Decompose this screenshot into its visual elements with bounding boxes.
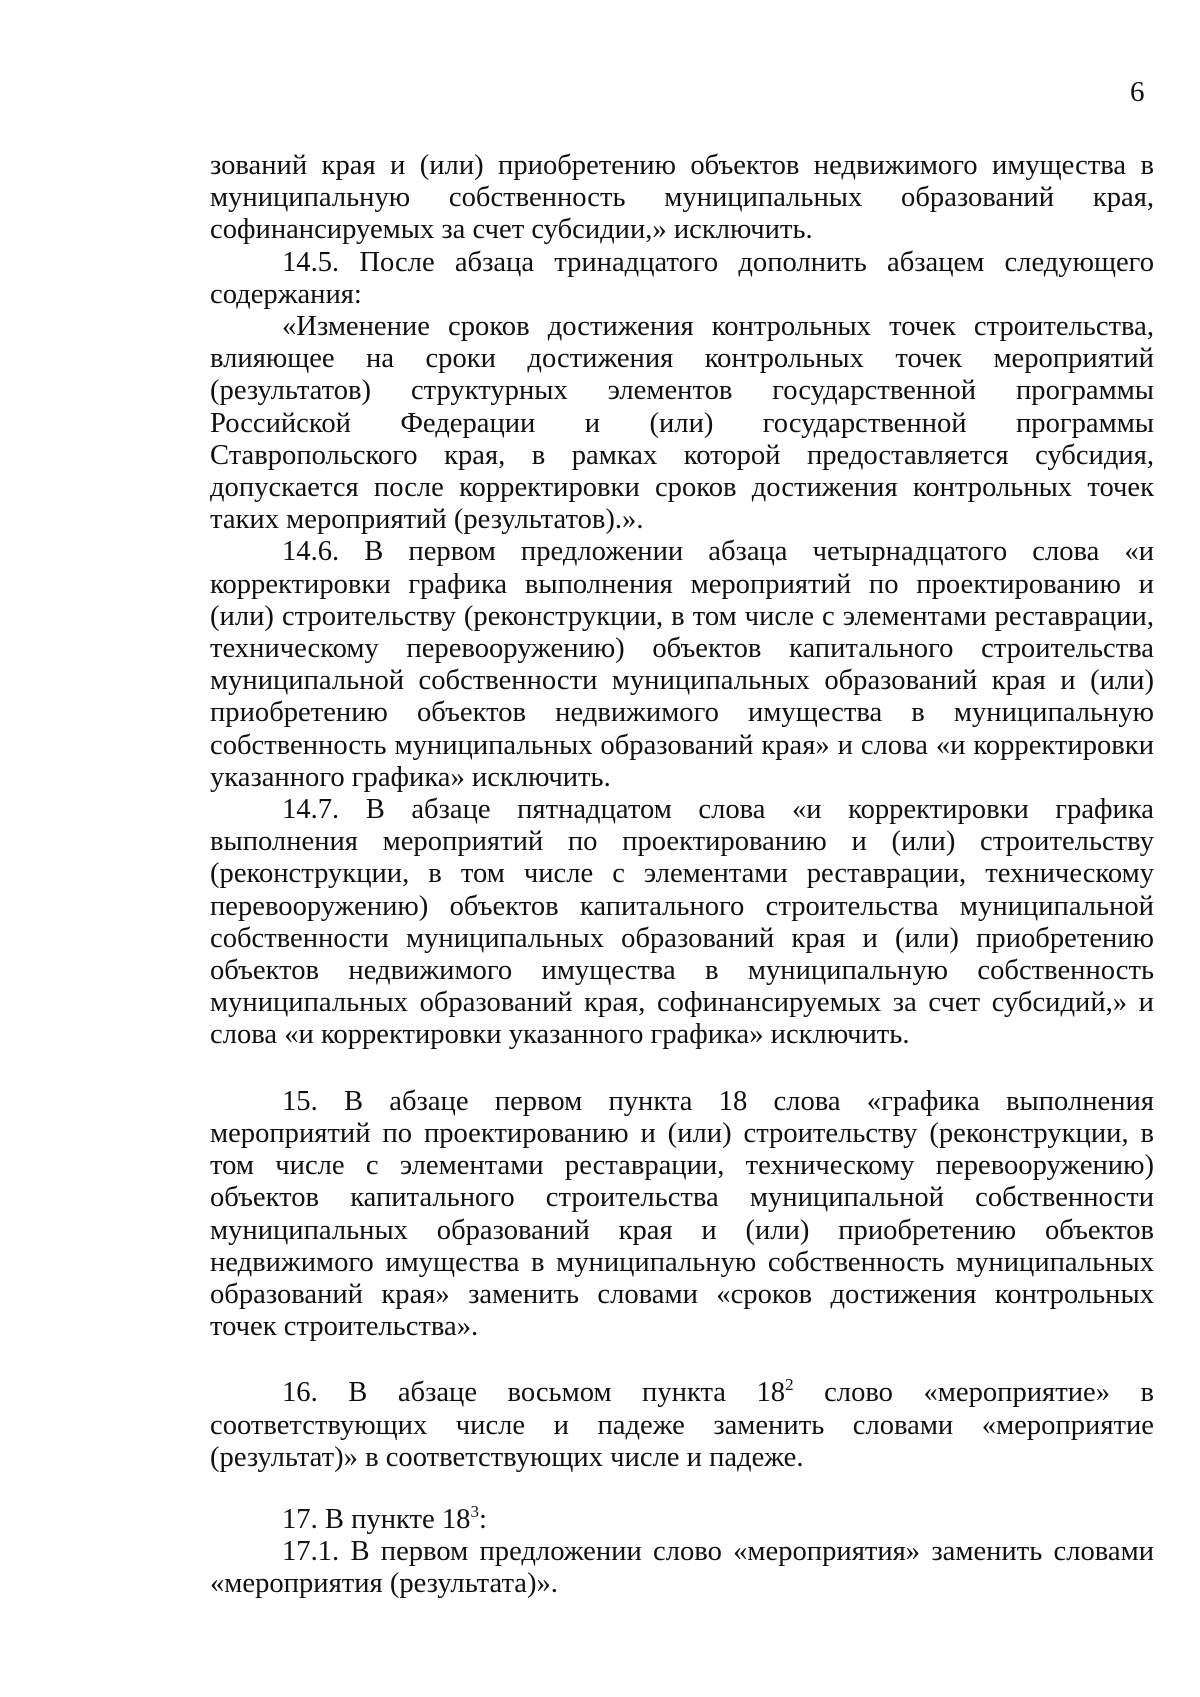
superscript-3: 3: [470, 1501, 479, 1521]
page-number: 6: [1130, 76, 1145, 108]
superscript-2: 2: [785, 1375, 794, 1395]
paragraph-14-5: 14.5. После абзаца тринадцатого дополнить абзацем следующего содержания:: [210, 246, 1154, 310]
paragraph-14-6: 14.6. В первом предложении абзаца четырнадцатого слова «и корректировки графика выполнения мероприятий по проектированию и (или) строительству (реконструкции, в том числе с элементами реставрации, техническому перевооружению) объектов капитального строительства муниципальной собственности муниципальных образований края и (или) приобретению объектов недвижимого имущества в муниципальную собственность муниципальных образований края» и слова «и корректировки указанного графика» исключить.: [210, 536, 1154, 793]
paragraph-16-start: 16. В абзаце восьмом пункта 18: [282, 1377, 786, 1409]
paragraph-14-7: 14.7. В абзаце пятнадцатом слова «и корректировки графика выполнения мероприятий по проектированию и (или) строительству (реконструкции, в том числе с элементами реставрации, техническому перевооружению) объектов капитального строительства муниципальной собственности муниципальных образований края и (или) приобретению объектов недвижимого имущества в муниципальную собственность муниципальных образований края, софинансируемых за счет субсидий,» и слова «и корректировки указанного графика» исключить.: [210, 794, 1154, 1051]
paragraph-15: 15. В абзаце первом пункта 18 слова «графика выполнения мероприятий по проектированию и (или) строительству (реконструкции, в том числе с элементами реставрации, техническому перевооружению) объектов капитального строительства муниципальной собственности муниципальных образований края и (или) приобретению объектов недвижимого имущества в муниципальную собственность муниципальных образований края» заменить словами «сроков достижения контрольных точек строительства».: [210, 1085, 1154, 1343]
paragraph-16-end: слово «мероприятие» в соответствующих числе и падеже заменить словами «мероприятие (результат)» в соответствующих числе и падеже.: [210, 1377, 1155, 1473]
paragraph-16: [210, 1377, 1154, 1474]
document-body: [210, 150, 1154, 1601]
paragraph-17-end: :: [478, 1503, 487, 1535]
paragraph-17: [210, 1501, 1154, 1536]
paragraph-continuation: зований края и (или) приобретению объектов недвижимого имущества в муниципальную собственность муниципальных образований края, софинансируемых за счет субсидии,» исключить.: [210, 150, 1154, 246]
paragraph-17-start: 17. В пункте 18: [282, 1503, 471, 1535]
paragraph-quoted-insert: «Изменение сроков достижения контрольных точек строительства, влияющее на сроки достижения контрольных точек мероприятий (результатов) структурных элементов государственной программы Российской Федерации и (или) государственной программы Ставропольского края, в рамках которой предоставляется субсидия, допускается после корректировки сроков достижения контрольных точек таких мероприятий (результатов).».: [210, 311, 1154, 536]
paragraph-17-1: 17.1. В первом предложении слово «мероприятия» заменить словами «мероприятия (результата)».: [210, 1536, 1154, 1600]
